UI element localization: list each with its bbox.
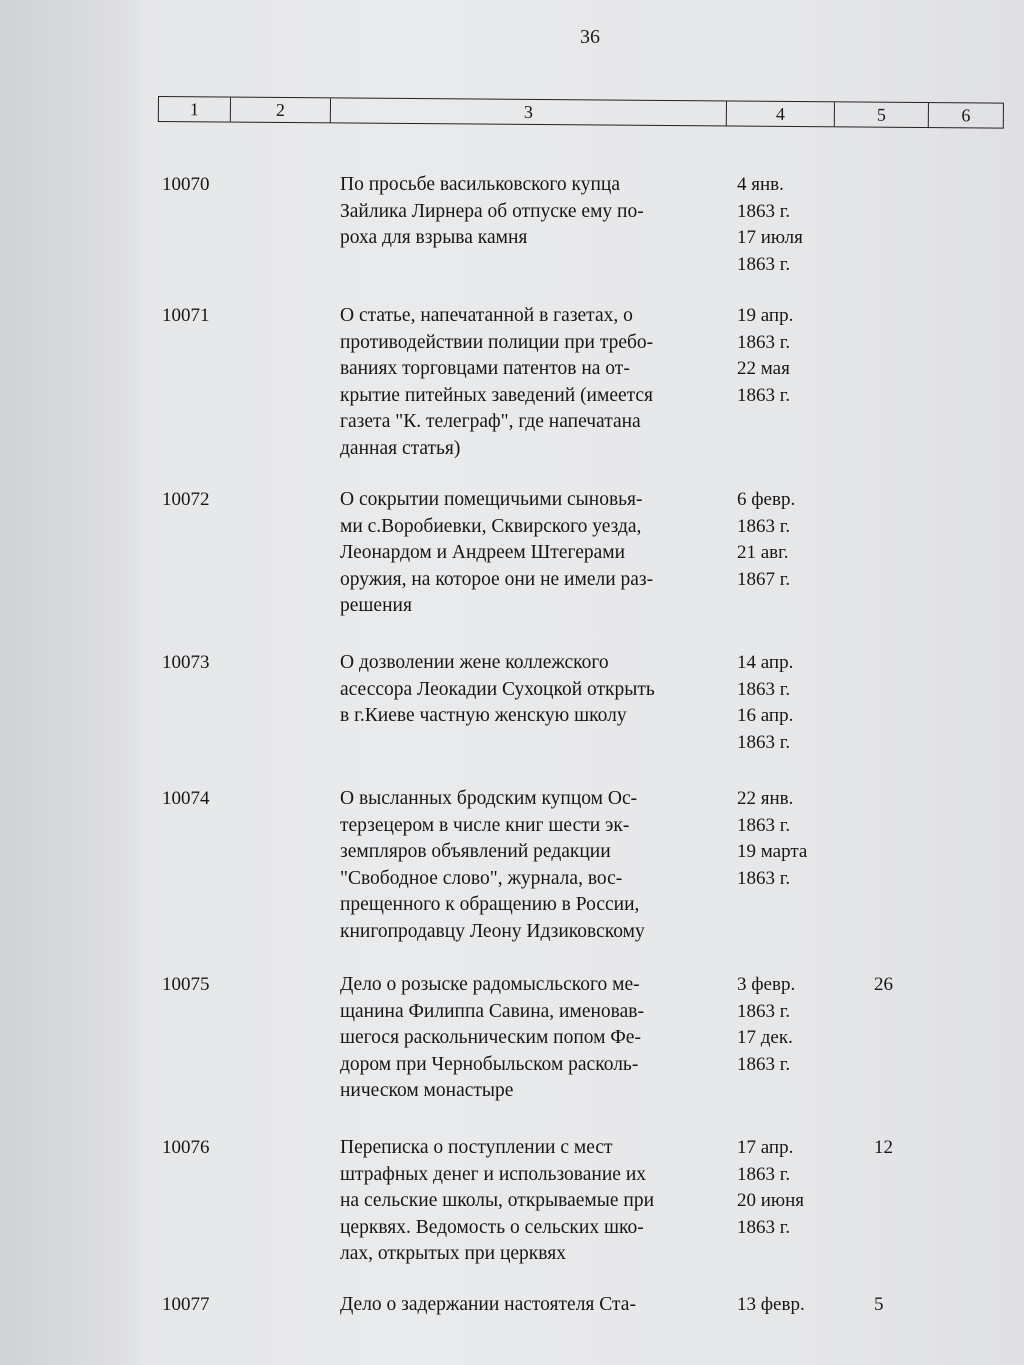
record-date-line: 4 янв. bbox=[737, 174, 784, 195]
record-title bbox=[340, 303, 725, 463]
record-date-line: 1863 г. bbox=[737, 515, 791, 537]
record-dates bbox=[737, 1292, 847, 1319]
record-number: 10073 bbox=[162, 652, 210, 673]
record-dates bbox=[737, 972, 847, 1078]
record-dates bbox=[737, 172, 847, 278]
record-dates bbox=[737, 1135, 847, 1241]
record-date-line: 3 февр. bbox=[737, 974, 796, 995]
record-title-line: щанина Филиппа Савина, именовав- bbox=[340, 1000, 644, 1022]
record-date-line: 1863 г. bbox=[737, 200, 791, 222]
record-date-line: 1863 г. bbox=[737, 814, 791, 836]
record-title-line: терзецером в числе книг шести эк- bbox=[340, 814, 630, 836]
record-title-line: ми с.Воробиевки, Сквирского уезда, bbox=[340, 515, 642, 537]
record-title-line: По просьбе васильковского купца bbox=[340, 174, 621, 195]
record-title-line: оружия, на которое они не имели раз- bbox=[340, 568, 654, 590]
record-title-line: О высланных бродским купцом Ос- bbox=[340, 788, 638, 809]
record-title-line: О статье, напечатанной в газетах, о bbox=[340, 305, 633, 326]
record-title-line: Зайлика Лирнера об отпуске ему по- bbox=[340, 200, 644, 222]
record-date-line: 1863 г. bbox=[737, 867, 791, 889]
record-title-line: Дело о розыске радомысльского ме- bbox=[340, 974, 640, 995]
record-title-line: земпляров объявлений редакции bbox=[340, 841, 611, 863]
column-header-2: 2 bbox=[231, 98, 331, 123]
record-dates bbox=[737, 303, 847, 409]
record-title bbox=[340, 1135, 725, 1268]
record-title bbox=[340, 172, 725, 252]
record-dates bbox=[737, 786, 847, 892]
column-header-1: 1 bbox=[159, 97, 231, 122]
record-title-line: ваниях торговцами патентов на от- bbox=[340, 358, 630, 380]
record-title-line: Дело о задержании настоятеля Ста- bbox=[340, 1294, 636, 1315]
record-title-line: "Свободное слово", журнала, вос- bbox=[340, 867, 623, 889]
record-date-line: 16 апр. bbox=[737, 705, 794, 727]
record-title-line: О сокрытии помещичьими сыновья- bbox=[340, 489, 643, 510]
record-title-line: лах, открытых при церквях bbox=[340, 1243, 566, 1265]
record-title-line: ническом монастыре bbox=[340, 1080, 514, 1102]
record-title-line: церквях. Ведомость о сельских шко- bbox=[340, 1216, 644, 1238]
record-date-line: 6 февр. bbox=[737, 489, 796, 510]
record-date-line: 1867 г. bbox=[737, 568, 791, 590]
record-date-line: 1863 г. bbox=[737, 253, 791, 275]
record-date-line: 19 апр. bbox=[737, 305, 794, 326]
record-date-line: 1863 г. bbox=[737, 731, 791, 753]
record-title-line: книгопродавцу Леону Идзиковскому bbox=[340, 920, 645, 942]
record-title bbox=[340, 972, 725, 1105]
record-dates bbox=[737, 650, 847, 756]
record-number: 10071 bbox=[162, 305, 210, 326]
record-date-line: 22 мая bbox=[737, 358, 790, 380]
record-title bbox=[340, 650, 725, 730]
record-title-line: О дозволении жене коллежского bbox=[340, 652, 609, 673]
record-title-line: крытие питейных заведений (имеется bbox=[340, 384, 654, 406]
record-number: 10077 bbox=[162, 1294, 210, 1315]
column-header-4: 4 bbox=[727, 101, 835, 126]
column-header-5: 5 bbox=[835, 102, 929, 127]
record-date-line: 13 февр. bbox=[737, 1294, 805, 1315]
record-title bbox=[340, 1292, 725, 1319]
record-number: 10072 bbox=[162, 489, 210, 510]
record-date-line: 17 дек. bbox=[737, 1027, 793, 1049]
record-date-line: 17 апр. bbox=[737, 1137, 794, 1158]
record-sheet-count: 12 bbox=[874, 1137, 893, 1158]
record-title-line: Леонардом и Андреем Штегерами bbox=[340, 542, 626, 564]
record-title-line: на сельские школы, открываемые при bbox=[340, 1190, 654, 1212]
record-sheet-count: 26 bbox=[874, 974, 893, 995]
record-date-line: 1863 г. bbox=[737, 678, 791, 700]
record-title-line: роха для взрыва камня bbox=[340, 227, 528, 249]
record-date-line: 14 апр. bbox=[737, 652, 794, 673]
record-date-line: 1863 г. bbox=[737, 1000, 791, 1022]
record-number: 10076 bbox=[162, 1137, 210, 1158]
column-header-6: 6 bbox=[961, 105, 971, 126]
record-number: 10070 bbox=[162, 174, 210, 195]
record-date-line: 1863 г. bbox=[737, 1163, 791, 1185]
record-title-line: решения bbox=[340, 595, 412, 617]
record-sheet-count: 5 bbox=[874, 1294, 884, 1315]
record-title-line: в г.Киеве частную женскую школу bbox=[340, 705, 627, 727]
record-number: 10074 bbox=[162, 788, 210, 809]
record-title-line: штрафных денег и использование их bbox=[340, 1163, 647, 1185]
record-title-line: шегося раскольническим попом Фе- bbox=[340, 1027, 641, 1049]
record-number: 10075 bbox=[162, 974, 210, 995]
record-title-line: противодействии полиции при требо- bbox=[340, 331, 654, 353]
record-date-line: 19 марта bbox=[737, 841, 808, 863]
page-number: 36 bbox=[580, 26, 600, 48]
record-title-line: Переписка о поступлении с мест bbox=[340, 1137, 613, 1158]
record-title-line: асессора Леокадии Сухоцкой открыть bbox=[340, 678, 655, 700]
record-date-line: 17 июля bbox=[737, 227, 803, 249]
record-date-line: 1863 г. bbox=[737, 384, 791, 406]
record-dates bbox=[737, 487, 847, 593]
record-date-line: 1863 г. bbox=[737, 1216, 791, 1238]
record-title bbox=[340, 487, 725, 620]
record-title-line: прещенного к обращению в России, bbox=[340, 894, 640, 916]
record-date-line: 1863 г. bbox=[737, 1053, 791, 1075]
record-title-line: данная статья) bbox=[340, 437, 461, 459]
record-date-line: 1863 г. bbox=[737, 331, 791, 353]
record-title bbox=[340, 786, 725, 946]
record-date-line: 21 авг. bbox=[737, 542, 789, 564]
record-title-line: дором при Чернобыльском расколь- bbox=[340, 1053, 639, 1075]
column-header-3: 3 bbox=[331, 98, 727, 125]
record-date-line: 20 июня bbox=[737, 1190, 805, 1212]
record-date-line: 22 янв. bbox=[737, 788, 794, 809]
record-title-line: газета "К. телеграф", где напечатана bbox=[340, 411, 641, 433]
